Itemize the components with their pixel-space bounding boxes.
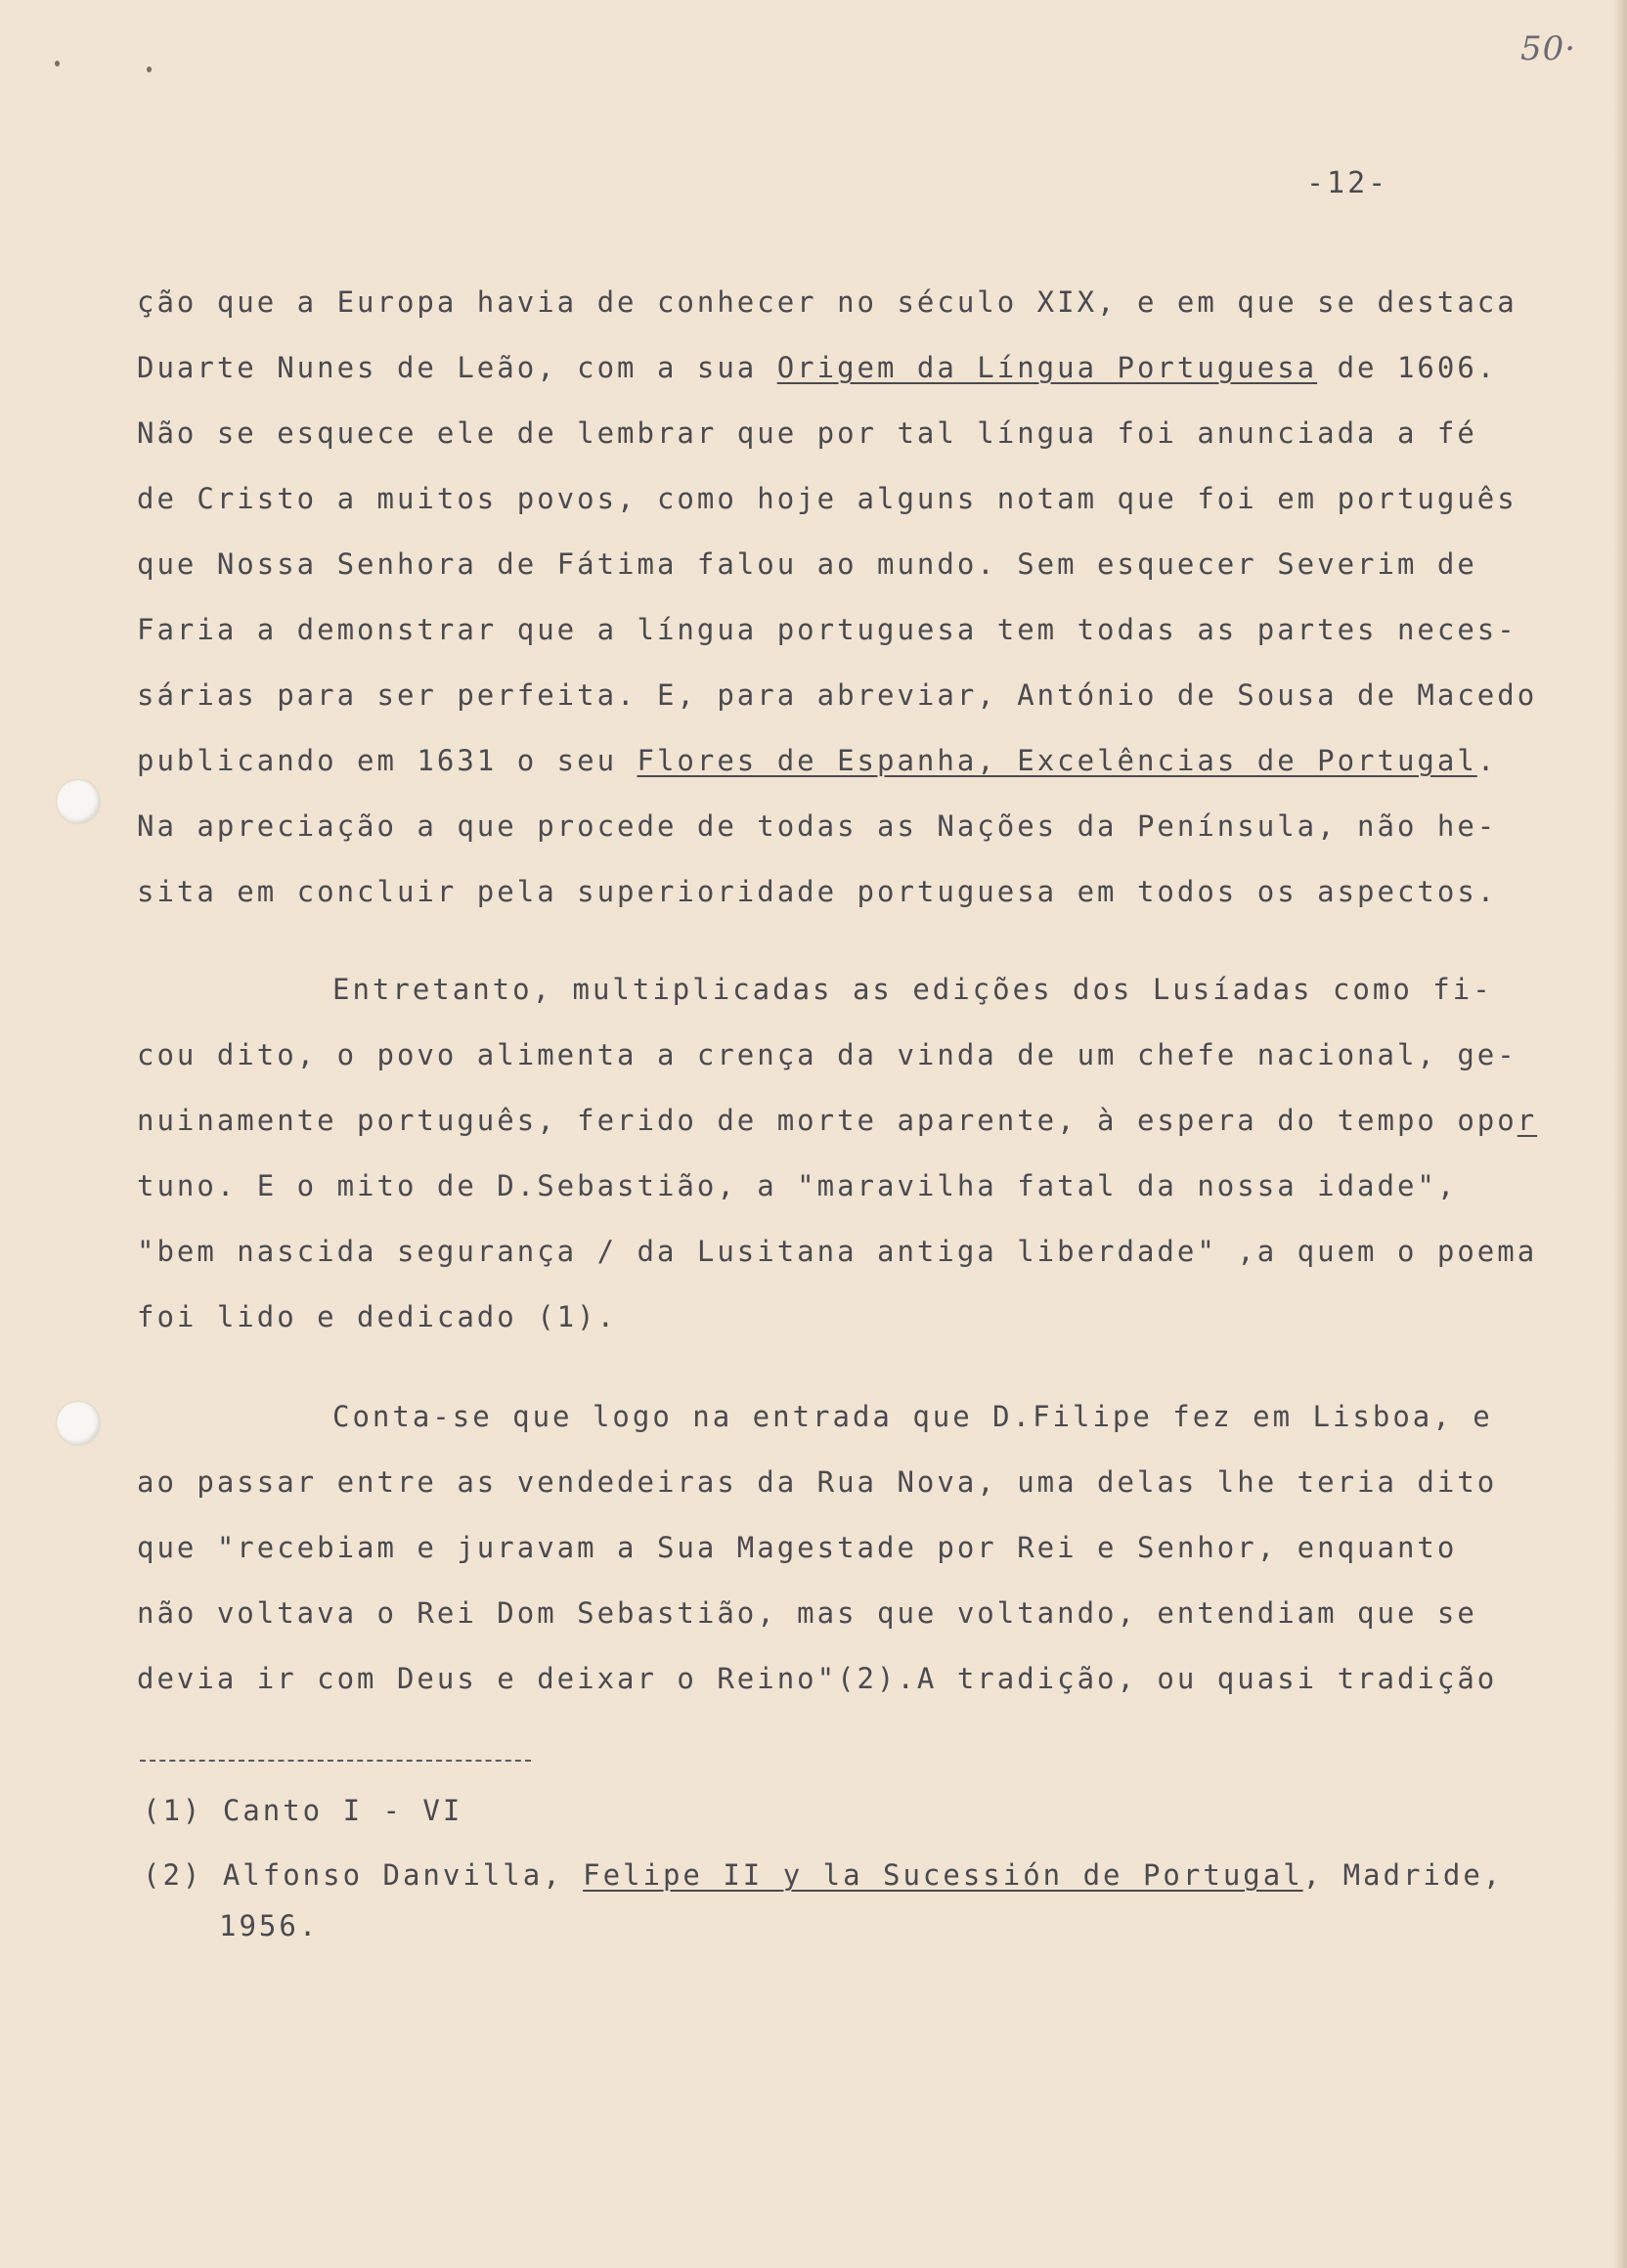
text-line: de Cristo a muitos povos, como hoje alguns notam que foi em português	[137, 482, 1517, 515]
text-line: devia ir com Deus e deixar o Reino"(2).A tradição, ou quasi tradição	[137, 1662, 1498, 1695]
text-line: Não se esquece ele de lembrar que por tal língua foi anunciada a fé	[137, 416, 1477, 450]
underlined-letter: r	[1517, 1104, 1538, 1137]
text-line: Faria a demonstrar que a língua portuguesa tem todas as partes neces-	[137, 613, 1517, 646]
page-edge-shadow	[1613, 0, 1627, 2268]
text-span: de 1606.	[1317, 351, 1498, 384]
punch-hole	[57, 780, 100, 823]
text-line: tuno. E o mito de D.Sebastião, a "maravilha fatal da nossa idade",	[137, 1169, 1458, 1202]
text-line: que "recebiam e juravam a Sua Magestade por Rei e Senhor, enquanto	[137, 1531, 1458, 1564]
text-line: não voltava o Rei Dom Sebastião, mas que voltando, entendiam que se	[137, 1596, 1477, 1630]
ink-speck	[147, 66, 152, 72]
footnote-1: (1) Canto I - VI	[143, 1794, 463, 1827]
text-line: ao passar entre as vendedeiras da Rua Nova, uma delas lhe teria dito	[137, 1465, 1498, 1499]
text-span: , Madride,	[1302, 1858, 1504, 1892]
book-title: Origem da Língua Portuguesa	[776, 351, 1318, 384]
text-span: publicando em 1631 o seu	[137, 744, 638, 777]
text-span: (2) Alfonso Danvilla,	[143, 1858, 584, 1892]
text-line	[137, 350, 1506, 385]
text-span: .	[1476, 744, 1498, 777]
text-line: "bem nascida segurança / da Lusitana antiga liberdade" ,a quem o poema	[137, 1235, 1538, 1268]
book-title: Flores de Espanha, Excelências de Portugal	[637, 744, 1477, 777]
text-line: sita em concluir pela superioridade portuguesa em todos os aspectos.	[137, 875, 1498, 908]
book-title: Felipe II y la Sucessión de Portugal	[583, 1858, 1303, 1892]
text-line: cou dito, o povo alimenta a crença da vinda de um chefe nacional, ge-	[137, 1038, 1517, 1071]
text-line: Na apreciação a que procede de todas as Nações da Península, não he-	[137, 809, 1498, 843]
footnote-2	[143, 1857, 1503, 1893]
text-line: que Nossa Senhora de Fátima falou ao mundo. Sem esquecer Severim de	[137, 547, 1477, 581]
ink-speck	[55, 61, 60, 66]
text-line: foi lido e dedicado (1).	[137, 1300, 618, 1333]
text-line	[137, 1103, 1538, 1138]
page-number: -12-	[1306, 166, 1389, 200]
text-line: sárias para ser perfeita. E, para abreviar, António de Sousa de Macedo	[137, 678, 1538, 712]
text-span: Duarte Nunes de Leão, com a sua	[137, 351, 777, 384]
text-span: nuinamente português, ferido de morte aparente, à espera do tempo opo	[137, 1104, 1517, 1137]
footnote-2-continuation: 1956.	[219, 1909, 320, 1942]
punch-hole	[57, 1402, 100, 1445]
handwritten-page-number: 50·	[1520, 29, 1577, 68]
text-line: Entretanto, multiplicadas as edições dos Lusíadas como fi-	[332, 973, 1493, 1006]
footnote-separator	[140, 1760, 531, 1762]
text-line: Conta-se que logo na entrada que D.Filipe fez em Lisboa, e	[332, 1400, 1493, 1433]
text-line	[137, 743, 1506, 778]
text-line: ção que a Europa havia de conhecer no século XIX, e em que se destaca	[137, 285, 1517, 319]
